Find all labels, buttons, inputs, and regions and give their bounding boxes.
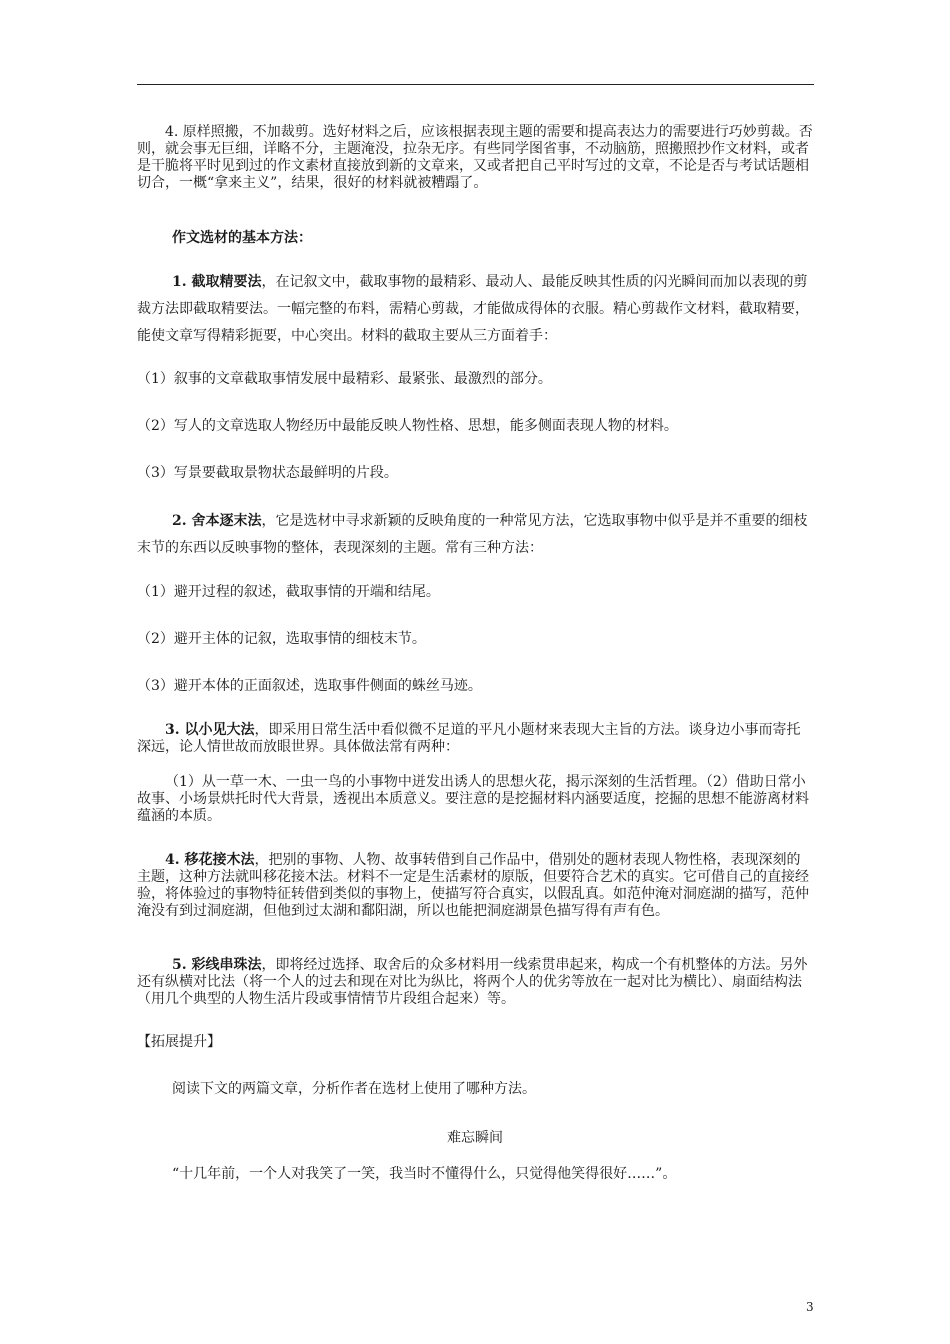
paragraph-reading-task: 阅读下文的两篇文章，分析作者在选材上使用了哪种方法。 <box>172 1081 536 1097</box>
method-1-item: （2）写人的文章选取人物经历中最能反映人物性格、思想，能多侧面表现人物的材料。 <box>137 418 678 434</box>
method-2-item: （1）避开过程的叙述，截取事情的开端和结尾。 <box>137 584 440 600</box>
page-number: 3 <box>806 1300 814 1314</box>
method-5 <box>137 957 814 1008</box>
paragraph-original-copy: 4. 原样照搬，不加裁剪。选好材料之后，应该根据表现主题的需要和提高表达力的需要进行巧妙剪裁。否则，就会事无巨细，详略不分，主题淹没，拉杂无序。有些同学图省事，不动脑筋，照搬照抄作文材料，或者是干脆将平时见到过的作文素材直接放到新的文章来，又或者把自己平时写过的文章，不论是否与考试话题相切合，一概“拿来主义”，结果，很好的材料就被糟蹋了。 <box>137 124 813 191</box>
method-3-title: 3. 以小见大法 <box>165 722 255 738</box>
method-3-body: ，即采用日常生活中看似微不足道的平凡小题材来表现大主旨的方法。谈身边小事而寄托深远，论人情世故而放眼世界。具体做法常有两种： <box>137 722 801 755</box>
method-4-body: ，把别的事物、人物、故事转借到自己作品中，借别处的题材表现人物性格，表现深刻的主题，这种方法就叫移花接木法。材料不一定是生活素材的原版，但要符合艺术的真实。它可借自己的直接经验，将体验过的事物特征转借到类似的事物上，使描写符合真实，以假乱真。如范仲淹对洞庭湖的描写，范仲淹没有到过洞庭湖，但他到过太湖和鄱阳湖，所以也能把洞庭湖景色描写得有声有色。 <box>137 852 809 919</box>
method-2-item: （3）避开本体的正面叙述，选取事件侧面的蛛丝马迹。 <box>137 678 482 694</box>
method-5-title: 5. 彩线串珠法 <box>172 957 262 973</box>
method-2-body: ，它是选材中寻求新颖的反映角度的一种常见方法，它选取事物中似乎是并不重要的细枝末节的东西以反映事物的整体，表现深刻的主题。常有三种方法： <box>137 513 808 556</box>
method-3-detail: （1）从一草一木、一虫一鸟的小事物中迸发出诱人的思想火花，揭示深刻的生活哲理。（2）借助日常小故事、小场景烘托时代大背景，透视出本质意义。要注意的是挖掘材料内涵要适度，挖掘的思想不能游离材料蕴涵的本质。 <box>137 774 809 824</box>
heading-extend: 【拓展提升】 <box>137 1034 221 1050</box>
heading-methods: 作文选材的基本方法： <box>172 230 312 246</box>
method-1-item: （3）写景要截取景物状态最鲜明的片段。 <box>137 465 398 481</box>
method-4 <box>137 852 814 920</box>
essay-first-line: “十几年前，一个人对我笑了一笑，我当时不懂得什么，只觉得他笑得很好……”。 <box>172 1166 677 1182</box>
method-5-body: ，即将经过选择、取舍后的众多材料用一线索贯串起来，构成一个有机整体的方法。另外还有纵横对比法（将一个人的过去和现在对比为纵比，将两个人的优劣等放在一起对比为横比）、扇面结构法（用几个典型的人物生活片段或事情情节片段组合起来）等。 <box>137 957 808 1007</box>
essay-title: 难忘瞬间 <box>447 1130 503 1146</box>
method-1 <box>137 269 814 350</box>
method-2-item: （2）避开主体的记叙，选取事情的细枝末节。 <box>137 631 426 647</box>
method-2 <box>137 508 814 562</box>
method-3 <box>137 722 814 756</box>
method-2-title: 2. 舍本逐末法 <box>172 513 262 529</box>
header-rule <box>137 84 814 85</box>
method-1-body: ，在记叙文中，截取事物的最精彩、最动人、最能反映其性质的闪光瞬间而加以表现的剪裁方法即截取精要法。一幅完整的布料，需精心剪裁，才能做成得体的衣服。精心剪裁作文材料，截取精要，能使文章写得精彩扼要，中心突出。材料的截取主要从三方面着手： <box>137 274 809 344</box>
method-1-item: （1）叙事的文章截取事情发展中最精彩、最紧张、最激烈的部分。 <box>137 371 552 387</box>
method-1-title: 1. 截取精要法 <box>172 274 262 290</box>
method-4-title: 4. 移花接木法 <box>165 852 255 868</box>
